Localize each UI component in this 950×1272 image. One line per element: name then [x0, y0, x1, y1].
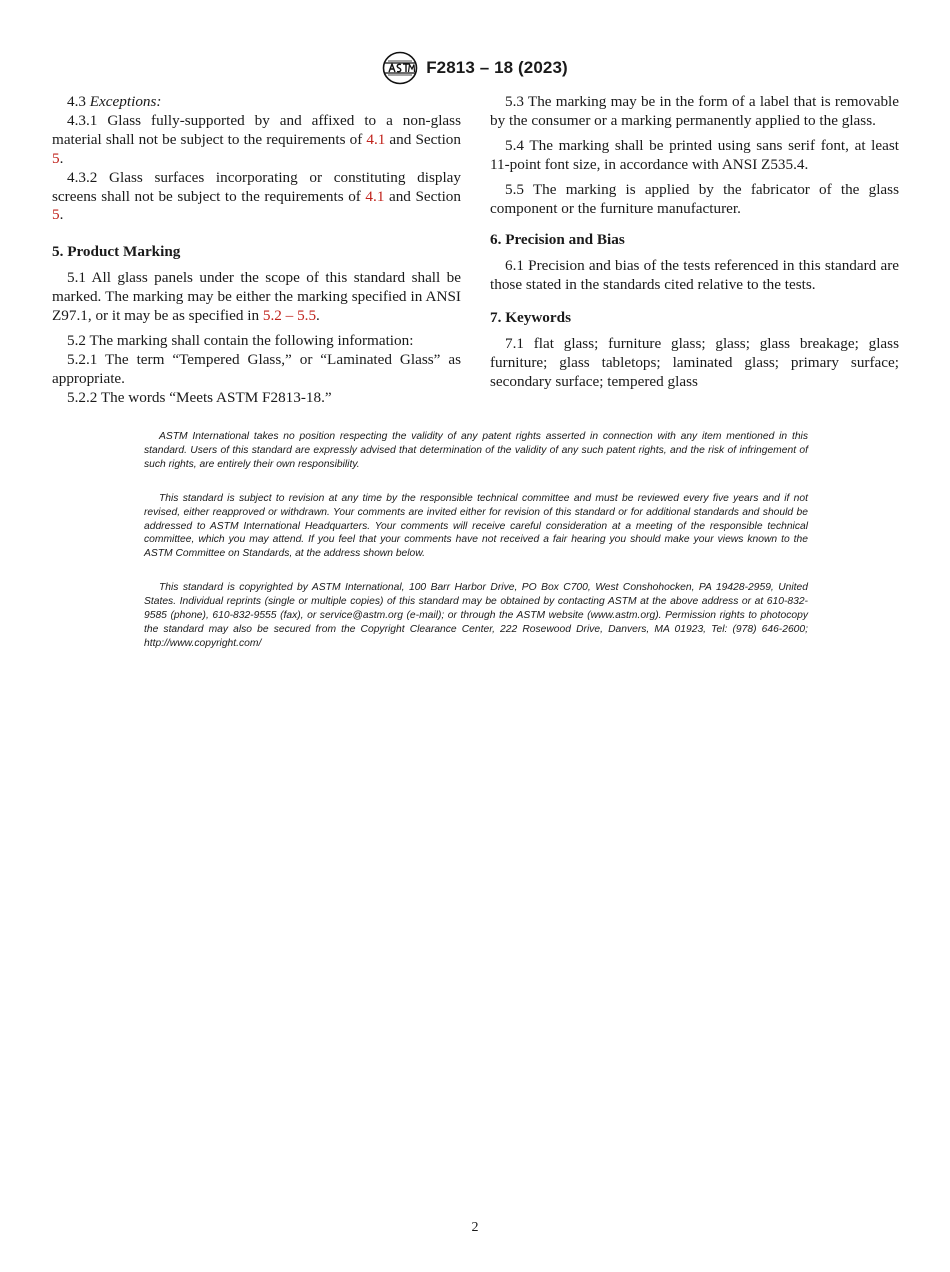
legal-notices [144, 430, 808, 671]
page-number: 2 [471, 1220, 479, 1235]
paragraph-5-2-1: 5.2.1 The term “Tempered Glass,” or “Laminated Glass” as appropriate. [52, 350, 461, 387]
paragraph-5-2-2: 5.2.2 The words “Meets ASTM F2813-18.” [67, 388, 332, 406]
paragraph-5-1: 5.1 All glass panels under the scope of this standard shall be marked. The marking may be either the marking specified in ANSI Z97.1, or it may be as specified in 5.2 – 5.5. [52, 269, 461, 325]
link-ref-section-5[interactable]: 5 [52, 149, 60, 167]
link-ref-section-5[interactable]: 5 [52, 206, 60, 224]
astm-logo-icon [382, 51, 418, 85]
paragraph-5-5: 5.5 The marking is applied by the fabricator of the glass component or the furniture manufacturer. [490, 180, 899, 217]
paragraph-5-4: 5.4 The marking shall be printed using sans serif font, at least 11-point font size, in accordance with ANSI Z535.4. [490, 136, 899, 173]
copyright-notice: This standard is copyrighted by ASTM International, 100 Barr Harbor Drive, PO Box C700, West Conshohocken, PA 19428-2959, United States. Individual reprints (single or multiple copies) of this standard may be obtained by contacting ASTM at the above address or at 610-832-9585 (phone), 610-832-9555 (fax), or service@astm.org (e-mail); or through the ASTM website (www.astm.org). Permission rights to photocopy the standard may also be secured from the Copyright Clearance Center, 222 Rosewood Drive, Danvers, MA 01923, Tel: (978) 646-2600; http://www.copyright.com/ [144, 582, 808, 649]
section-number: 4.3 [67, 93, 86, 110]
left-column [52, 93, 461, 408]
patent-notice: ASTM International takes no position respecting the validity of any patent rights asserted in connection with any item mentioned in this standard. Users of this standard are expressly advised that determination of the validity of any such patent rights, and the risk of infringement of such rights, are entirely their own responsibility. [144, 431, 808, 470]
paragraph-7-1: 7.1 flat glass; furniture glass; glass; glass breakage; glass furniture; glass tabletops; laminated glass; primary surface; secondary surface; tempered glass [490, 335, 899, 390]
heading-keywords: 7. Keywords [490, 309, 571, 327]
link-ref-4-1[interactable]: 4.1 [366, 130, 386, 148]
paragraph-6-1: 6.1 Precision and bias of the tests referenced in this standard are those stated in the standards cited relative to the tests. [490, 257, 899, 294]
paragraph-4-3-2: 4.3.2 Glass surfaces incorporating or constituting display screens shall not be subject to the requirements of 4.1 and Section 5. [52, 168, 461, 224]
paragraph-5-2: 5.2 The marking shall contain the following information: [67, 331, 414, 349]
page-header [0, 50, 950, 86]
paragraph-4-3-1: 4.3.1 Glass fully-supported by and affixed to a non-glass material shall not be subject to the requirements of 4.1 and Section 5. [52, 111, 461, 167]
link-ref-5-2-5-5[interactable]: 5.2 – 5.5 [262, 307, 317, 325]
heading-product-marking: 5. Product Marking [52, 243, 181, 261]
heading-precision-and-bias: 6. Precision and Bias [490, 231, 625, 249]
revision-notice: This standard is subject to revision at any time by the responsible technical committee and must be reviewed every five years and if not revised, either reapproved or withdrawn. Your comments are invited either for revision of this standard or for additional standards and should be addressed to ASTM International Headquarters. Your comments will receive careful consideration at a meeting of the responsible technical committee, which you may attend. If you feel that your comments have not received a fair hearing you should make your views known to the ASTM Committee on Standards, at the address shown below. [144, 492, 808, 560]
paragraph-4-3 [52, 93, 461, 112]
paragraph-5-3: 5.3 The marking may be in the form of a label that is removable by the consumer or a marking permanently applied to the glass. [490, 93, 899, 129]
link-ref-4-1[interactable]: 4.1 [365, 187, 385, 205]
exceptions-title: Exceptions: [89, 93, 162, 110]
right-column [490, 93, 899, 392]
document-id: F2813 – 18 (2023) [426, 58, 568, 77]
